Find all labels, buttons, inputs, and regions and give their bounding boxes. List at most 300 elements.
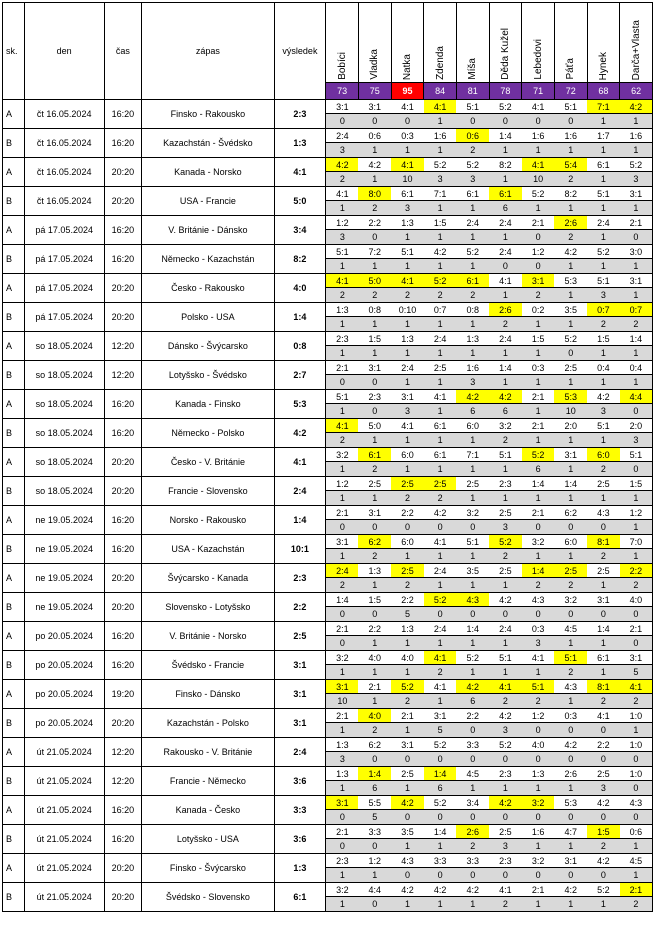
tip-points: 2 [587,317,620,332]
tip-points: 1 [620,114,653,129]
player-total: 68 [587,83,620,100]
tip-points: 1 [391,433,424,448]
tip-score: 2:5 [456,477,489,491]
tip-points: 1 [391,897,424,912]
tip-points: 3 [587,404,620,419]
tip-points: 1 [522,491,555,506]
tip-points: 3 [587,781,620,796]
match-name: Kanada - Finsko [142,390,274,419]
match-row [3,332,653,346]
tip-points: 1 [587,172,620,187]
tip-points: 1 [489,172,522,187]
tip-score: 4:1 [587,709,620,723]
tip-score: 5:2 [489,738,522,752]
tip-score: 2:5 [391,767,424,781]
match-result: 3:6 [274,767,326,796]
tip-score: 4:2 [587,796,620,810]
player-total: 62 [620,83,653,100]
tip-score: 3:0 [620,245,653,259]
match-row [3,129,653,143]
tip-score: 0:3 [391,129,424,143]
tip-points: 1 [620,201,653,216]
match-time: 19:20 [104,680,142,709]
tip-score: 2:5 [587,767,620,781]
tip-points: 1 [522,665,555,680]
match-result: 2:4 [274,477,326,506]
tip-points: 1 [326,781,359,796]
tip-points: 2 [391,694,424,709]
match-name: Německo - Kazachstán [142,245,274,274]
tip-score: 4:2 [391,796,424,810]
tip-score: 2:2 [358,216,391,230]
tip-points: 1 [620,375,653,390]
tip-points: 1 [391,723,424,738]
match-row [3,622,653,636]
tip-score: 1:2 [358,854,391,868]
tip-score: 2:0 [554,419,587,433]
tip-points: 2 [587,839,620,854]
tip-score: 2:4 [489,332,522,346]
tip-score: 1:4 [424,767,457,781]
tip-points: 2 [326,578,359,593]
player-total-leader: 95 [391,83,424,100]
tip-score: 2:3 [358,390,391,404]
tip-score: 2:3 [326,332,359,346]
match-result: 1:3 [274,854,326,883]
tip-points: 1 [358,578,391,593]
tip-points: 2 [489,549,522,564]
tip-points: 0 [326,375,359,390]
tip-points: 0 [620,462,653,477]
match-name: Česko - V. Británie [142,448,274,477]
tip-score: 2:4 [456,216,489,230]
tip-points: 0 [391,868,424,883]
tip-score: 2:6 [554,216,587,230]
tip-score: 4:2 [456,680,489,694]
tip-score: 2:3 [489,854,522,868]
tip-score: 5:1 [587,274,620,288]
tip-points: 1 [522,346,555,361]
tip-score: 5:1 [489,448,522,462]
tip-score: 1:4 [456,622,489,636]
match-name: Finsko - Švýcarsko [142,854,274,883]
match-time: 16:20 [104,796,142,825]
tip-score: 3:1 [620,651,653,665]
match-name: V. Británie - Dánsko [142,216,274,245]
match-name: Kanada - Česko [142,796,274,825]
tip-points: 2 [489,317,522,332]
tip-score: 7:0 [620,535,653,549]
tip-points: 1 [489,491,522,506]
tip-score: 6:0 [391,535,424,549]
header-day: den [24,3,104,100]
tip-score: 1:3 [391,622,424,636]
tip-points: 0 [391,810,424,825]
tip-score: 4:2 [587,854,620,868]
tip-score: 2:1 [326,622,359,636]
tip-points: 1 [424,346,457,361]
match-group: A [3,854,25,883]
tip-score: 5:0 [358,274,391,288]
tip-score: 4:3 [587,506,620,520]
tip-points: 1 [391,781,424,796]
tip-score: 0:6 [358,129,391,143]
tip-points: 1 [522,897,555,912]
tip-points: 0 [620,230,653,245]
match-group: A [3,680,25,709]
tip-score: 2:4 [391,361,424,375]
match-time: 16:20 [104,506,142,535]
tip-points: 1 [424,317,457,332]
tip-score: 1:4 [489,129,522,143]
tip-points: 2 [456,839,489,854]
tip-points: 0 [554,346,587,361]
match-group: A [3,100,25,129]
tip-score: 0:8 [456,303,489,317]
tip-points: 0 [522,114,555,129]
tip-points: 1 [489,288,522,303]
tip-points: 1 [326,462,359,477]
player-header: Darča+Vlasta [620,3,653,83]
header-result: výsledek [274,3,326,100]
tip-score: 4:2 [456,390,489,404]
tip-points: 0 [326,810,359,825]
tip-points: 1 [554,433,587,448]
match-row [3,854,653,868]
tip-score: 4:0 [620,593,653,607]
match-day: čt 16.05.2024 [24,129,104,158]
tip-points: 0 [587,810,620,825]
tip-score: 4:1 [424,390,457,404]
tip-points: 1 [391,636,424,651]
tip-points: 2 [456,288,489,303]
tip-score: 2:1 [620,216,653,230]
tip-score: 3:1 [554,448,587,462]
tip-score: 2:4 [326,129,359,143]
tip-points: 1 [522,375,555,390]
tip-points: 1 [391,346,424,361]
tip-score: 4:4 [620,390,653,404]
match-day: so 18.05.2024 [24,332,104,361]
tip-points: 2 [358,549,391,564]
match-day: po 20.05.2024 [24,622,104,651]
tip-score: 1:2 [326,216,359,230]
match-result: 2:4 [274,738,326,767]
tip-points: 3 [424,172,457,187]
tip-points: 0 [358,230,391,245]
match-result: 4:1 [274,448,326,477]
tip-points: 0 [620,607,653,622]
match-row [3,274,653,288]
tip-points: 1 [587,897,620,912]
tip-points: 0 [358,375,391,390]
match-group: A [3,506,25,535]
tip-points: 1 [587,346,620,361]
tip-points: 1 [489,665,522,680]
player-total: 72 [554,83,587,100]
match-time: 16:20 [104,129,142,158]
match-result: 2:2 [274,593,326,622]
header-match: zápas [142,3,274,100]
player-header: Děda Kužel [489,3,522,83]
tip-score: 5:2 [554,332,587,346]
header-group: sk. [3,3,25,100]
match-row [3,883,653,897]
tip-score: 4:1 [391,158,424,172]
match-time: 16:20 [104,825,142,854]
tip-points: 1 [326,491,359,506]
tip-points: 3 [489,839,522,854]
tip-points: 1 [358,433,391,448]
tip-score: 3:1 [326,796,359,810]
match-row [3,564,653,578]
tip-score: 4:7 [554,825,587,839]
tip-score: 1:6 [522,825,555,839]
match-group: A [3,332,25,361]
tip-score: 5:1 [554,651,587,665]
match-row [3,419,653,433]
tip-score: 5:1 [456,535,489,549]
match-day: út 21.05.2024 [24,738,104,767]
tip-points: 0 [489,810,522,825]
tip-points: 0 [456,114,489,129]
tip-points: 1 [424,259,457,274]
tip-points: 1 [456,230,489,245]
tip-points: 2 [489,433,522,448]
tip-points: 5 [358,810,391,825]
tip-points: 2 [620,317,653,332]
tip-score: 1:4 [522,477,555,491]
tip-points: 6 [456,694,489,709]
match-rows [3,100,653,912]
tip-score: 1:4 [358,767,391,781]
tip-score: 5:3 [554,390,587,404]
tip-points: 1 [554,288,587,303]
tip-points: 0 [522,868,555,883]
match-group: A [3,796,25,825]
tip-points: 2 [358,201,391,216]
tip-score: 4:1 [620,680,653,694]
match-name: Finsko - Rakousko [142,100,274,129]
match-row [3,709,653,723]
tip-score: 2:6 [456,825,489,839]
tip-points: 0 [620,781,653,796]
tip-score: 5:2 [489,535,522,549]
tip-score: 2:4 [489,216,522,230]
tip-points: 1 [358,694,391,709]
match-time: 20:20 [104,187,142,216]
tip-points: 0 [554,607,587,622]
tip-score: 2:1 [358,680,391,694]
tip-score: 4:1 [522,100,555,114]
tip-points: 0 [358,839,391,854]
tip-points: 0 [554,114,587,129]
tip-score: 2:1 [391,709,424,723]
tip-points: 0 [456,810,489,825]
tip-points: 2 [554,172,587,187]
tip-score: 3:1 [326,680,359,694]
tip-points: 2 [391,491,424,506]
match-time: 16:20 [104,216,142,245]
tip-points: 1 [587,143,620,158]
match-result: 2:7 [274,361,326,390]
match-name: Norsko - Rakousko [142,506,274,535]
tip-points: 0 [522,723,555,738]
match-group: B [3,419,25,448]
match-name: Dánsko - Švýcarsko [142,332,274,361]
tip-score: 5:3 [554,796,587,810]
match-day: ne 19.05.2024 [24,535,104,564]
match-result: 2:3 [274,564,326,593]
tip-points: 1 [391,549,424,564]
tip-score: 1:5 [522,332,555,346]
tip-points: 2 [587,462,620,477]
tip-score: 4:1 [424,100,457,114]
tip-points: 0 [424,607,457,622]
tip-points: 1 [424,230,457,245]
player-total: 71 [522,83,555,100]
match-time: 20:20 [104,854,142,883]
tip-score: 6:1 [587,651,620,665]
tip-points: 1 [424,375,457,390]
tip-score: 5:2 [456,245,489,259]
tip-score: 2:2 [391,506,424,520]
player-header: Zdenda [424,3,457,83]
tip-score: 2:1 [326,709,359,723]
tip-score: 1:4 [587,622,620,636]
tip-points: 1 [358,665,391,680]
match-time: 20:20 [104,477,142,506]
tip-points: 6 [489,404,522,419]
tip-score: 6:2 [358,535,391,549]
match-day: pá 17.05.2024 [24,303,104,332]
tip-score: 4:0 [358,651,391,665]
tip-score: 1:3 [326,738,359,752]
tip-score: 4:2 [587,390,620,404]
tip-points: 0 [358,114,391,129]
tip-points: 0 [489,114,522,129]
tip-score: 1:3 [522,767,555,781]
tip-points: 2 [424,665,457,680]
tip-points: 1 [358,259,391,274]
tip-points: 1 [620,259,653,274]
match-group: B [3,651,25,680]
tip-score: 2:2 [456,709,489,723]
tip-points: 10 [391,172,424,187]
match-row [3,738,653,752]
tip-points: 1 [391,665,424,680]
tip-points: 2 [522,578,555,593]
tip-points: 0 [522,259,555,274]
tip-score: 1:6 [522,129,555,143]
tip-score: 6:0 [587,448,620,462]
tip-score: 1:3 [391,216,424,230]
match-row [3,506,653,520]
tip-score: 3:1 [326,535,359,549]
tip-score: 4:1 [424,535,457,549]
tip-score: 7:1 [424,187,457,201]
tip-points: 1 [358,317,391,332]
tip-score: 1:7 [587,129,620,143]
tip-points: 0 [522,230,555,245]
tip-score: 5:1 [326,390,359,404]
tip-points: 1 [358,172,391,187]
tip-points: 1 [554,491,587,506]
tip-points: 2 [587,694,620,709]
tip-score: 3:2 [522,796,555,810]
tip-points: 0 [424,520,457,535]
tip-score: 0:7 [587,303,620,317]
tip-score: 6:1 [424,419,457,433]
tip-points: 1 [456,317,489,332]
tip-score: 7:1 [456,448,489,462]
match-result: 5:3 [274,390,326,419]
tip-score: 0:8 [358,303,391,317]
tip-score: 0:6 [620,825,653,839]
tip-points: 3 [326,143,359,158]
tip-score: 5:2 [391,680,424,694]
match-row [3,767,653,781]
tip-points: 0 [620,404,653,419]
tip-score: 5:2 [424,796,457,810]
tip-score: 5:1 [587,419,620,433]
tip-score: 3:1 [620,187,653,201]
tip-points: 1 [424,694,457,709]
tip-score: 8:0 [358,187,391,201]
tip-score: 2:5 [391,564,424,578]
tip-points: 0 [358,520,391,535]
tip-points: 2 [358,462,391,477]
tip-score: 5:2 [456,651,489,665]
player-total: 73 [326,83,359,100]
tip-points: 1 [554,375,587,390]
tip-score: 4:1 [326,419,359,433]
tip-points: 1 [456,665,489,680]
tip-score: 3:2 [326,651,359,665]
tip-points: 1 [391,143,424,158]
tip-points: 2 [358,723,391,738]
tip-score: 2:5 [587,477,620,491]
tip-score: 3:2 [326,448,359,462]
tip-score: 3:1 [358,361,391,375]
tip-points: 1 [391,259,424,274]
match-time: 16:20 [104,535,142,564]
tip-score: 3:5 [554,303,587,317]
tip-points: 1 [424,433,457,448]
tip-points: 0 [391,114,424,129]
tip-score: 6:1 [456,187,489,201]
match-group: A [3,390,25,419]
tip-score: 6:0 [456,419,489,433]
tip-points: 1 [554,549,587,564]
tip-points: 1 [522,201,555,216]
tip-score: 1:6 [456,361,489,375]
tip-points: 1 [587,201,620,216]
tip-score: 4:1 [391,419,424,433]
tip-points: 2 [554,665,587,680]
tip-score: 3:3 [358,825,391,839]
tip-points: 0 [456,723,489,738]
tip-points: 1 [391,230,424,245]
tip-points: 0 [620,636,653,651]
tip-points: 1 [326,868,359,883]
tip-points: 1 [358,868,391,883]
tip-points: 1 [522,404,555,419]
tip-score: 5:1 [620,448,653,462]
tip-score: 3:3 [424,854,457,868]
tip-score: 6:1 [424,448,457,462]
tip-points: 2 [554,578,587,593]
